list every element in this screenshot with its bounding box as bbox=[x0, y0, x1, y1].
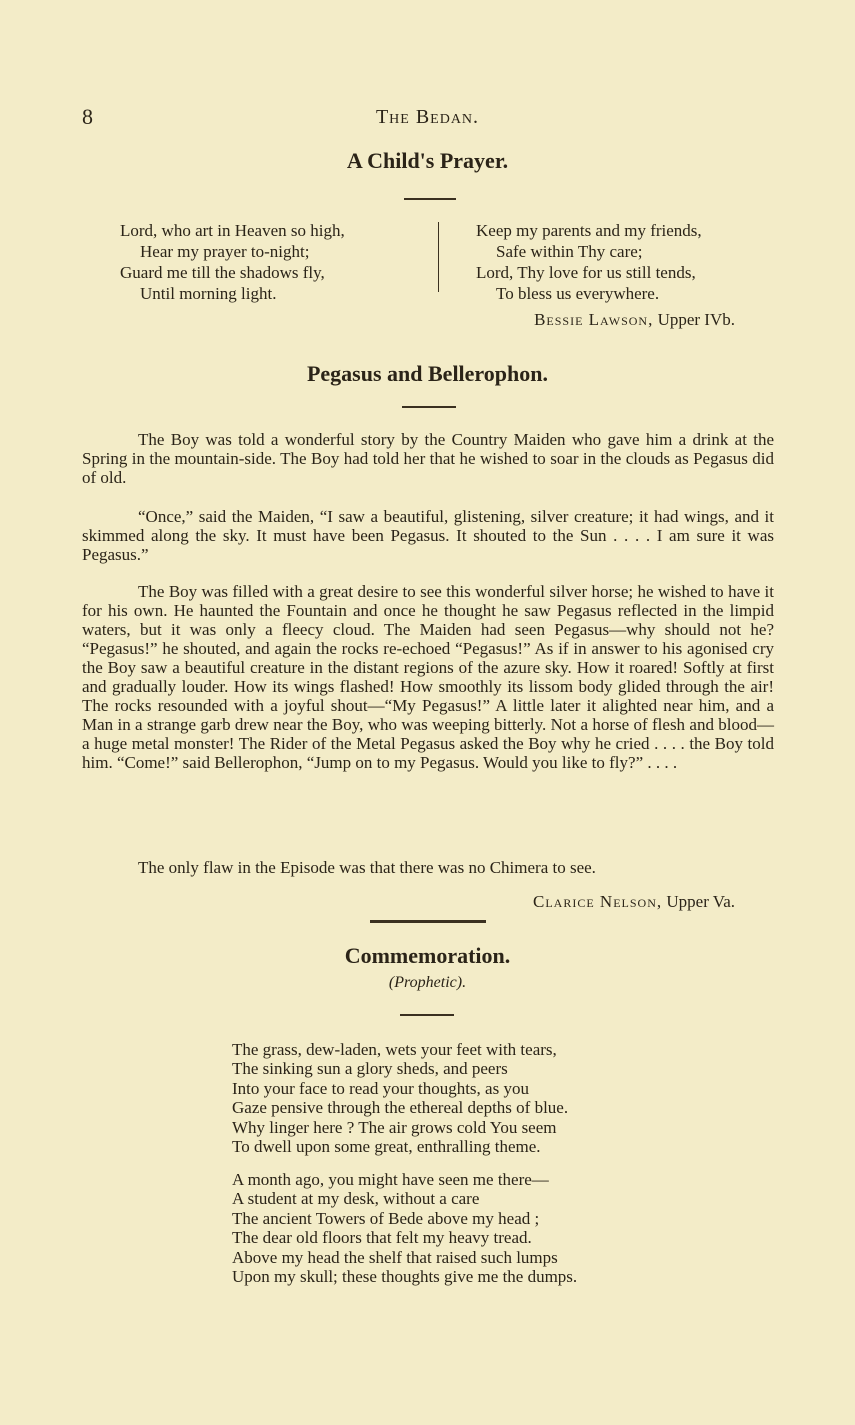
verse-line: Into your face to read your thoughts, as you bbox=[232, 1078, 529, 1098]
pegasus-paragraph: The Boy was filled with a great desire to see this wonderful silver horse; he wished to have it for his own. He haunted the Fountain and once he thought he saw Pegasus reflected in the limpid waters, but it was only a fleecy cloud. The Maiden had seen Pegasus—why should not he? “Pegasus!” he shouted, and again the rocks re-echoed “Pegasus!” As if in answer to his agonised cry the Boy saw a beautiful creature in the distant regions of the azure sky. How it roared! Softly at first and gradually louder. How its wings flashed! How smoothly its lissom body glided through the air! The rocks resounded with a joyful shout—“My Pegasus!” A little later it alighted near him, and a Man in a strange garb drew near the Boy, who was weeping bitterly. Not a horse of flesh and blood—a huge metal monster! The Rider of the Metal Pegasus asked the Boy why he cried . . . . the Boy told him. “Come!” said Bellerophon, “Jump on to my Pegasus. Would you like to fly?” . . . . bbox=[82, 582, 774, 772]
verse-line: The ancient Towers of Bede above my head ; bbox=[232, 1208, 540, 1228]
author-name: Clarice Nelson, bbox=[533, 892, 663, 911]
pegasus-author bbox=[533, 892, 735, 912]
column-divider bbox=[438, 222, 439, 292]
poem-line: Keep my parents and my friends, bbox=[476, 221, 702, 240]
verse-line: The sinking sun a glory sheds, and peers bbox=[232, 1059, 508, 1079]
prayer-left-stanza bbox=[120, 220, 345, 304]
commemoration-stanza-1 bbox=[232, 1040, 568, 1156]
prayer-title: A Child's Prayer. bbox=[346, 148, 509, 173]
verse-line: To dwell upon some great, enthralling theme. bbox=[232, 1137, 541, 1157]
poem-line: Lord, who art in Heaven so high, bbox=[120, 221, 345, 240]
verse-line: Upon my skull; these thoughts give me the dumps. bbox=[232, 1267, 578, 1287]
verse-line: Above my head the shelf that raised such lumps bbox=[232, 1247, 558, 1267]
poem-line: To bless us everywhere. bbox=[496, 284, 660, 303]
author-name: Bessie Lawson, bbox=[534, 310, 654, 329]
pegasus-paragraph: The Boy was told a wonderful story by the Country Maiden who gave him a drink at the Spring in the mountain-side. The Boy had told her that he wished to soar in the clouds as Pegasus did of old. bbox=[82, 430, 774, 487]
author-form: Upper IVb. bbox=[657, 310, 735, 329]
verse-line: The grass, dew-laden, wets your feet with tears, bbox=[232, 1040, 557, 1059]
pegasus-title: Pegasus and Bellerophon. bbox=[306, 361, 549, 386]
verse-line: Gaze pensive through the ethereal depths of blue. bbox=[232, 1098, 569, 1118]
page-number: 8 bbox=[82, 104, 93, 129]
poem-line: Safe within Thy care; bbox=[496, 242, 643, 261]
poem-line: Lord, Thy love for us still tends, bbox=[476, 263, 696, 282]
verse-line: Why linger here ? The air grows cold You seem bbox=[232, 1117, 557, 1137]
prayer-title-rule bbox=[404, 198, 456, 200]
verse-line: A month ago, you might have seen me there— bbox=[232, 1170, 549, 1189]
pegasus-paragraph: “Once,” said the Maiden, “I saw a beautiful, glistening, silver creature; it had wings, and it skimmed along the sky. It must have been Pegasus. It shouted to the Sun . . . . I am sure it was Pegasus.” bbox=[82, 507, 774, 564]
author-form: Upper Va. bbox=[666, 892, 735, 911]
prayer-author bbox=[534, 310, 735, 330]
prayer-right-stanza bbox=[476, 220, 702, 304]
verse-line: A student at my desk, without a care bbox=[232, 1189, 480, 1209]
commemoration-subtitle: (Prophetic). bbox=[388, 974, 467, 991]
running-head: The Bedan. bbox=[375, 106, 480, 128]
poem-line: Guard me till the shadows fly, bbox=[120, 263, 325, 282]
commemoration-title: Commemoration. bbox=[344, 943, 511, 968]
verse-line: The dear old floors that felt my heavy tread. bbox=[232, 1228, 532, 1248]
poem-line: Until morning light. bbox=[140, 284, 277, 303]
poem-line: Hear my prayer to-night; bbox=[140, 242, 310, 261]
commemoration-stanza-2 bbox=[232, 1170, 577, 1286]
pegasus-paragraph: The only flaw in the Episode was that there was no Chimera to see. bbox=[138, 858, 596, 877]
section-divider bbox=[370, 920, 486, 923]
commemoration-title-rule bbox=[400, 1014, 454, 1016]
pegasus-title-rule bbox=[402, 406, 456, 408]
